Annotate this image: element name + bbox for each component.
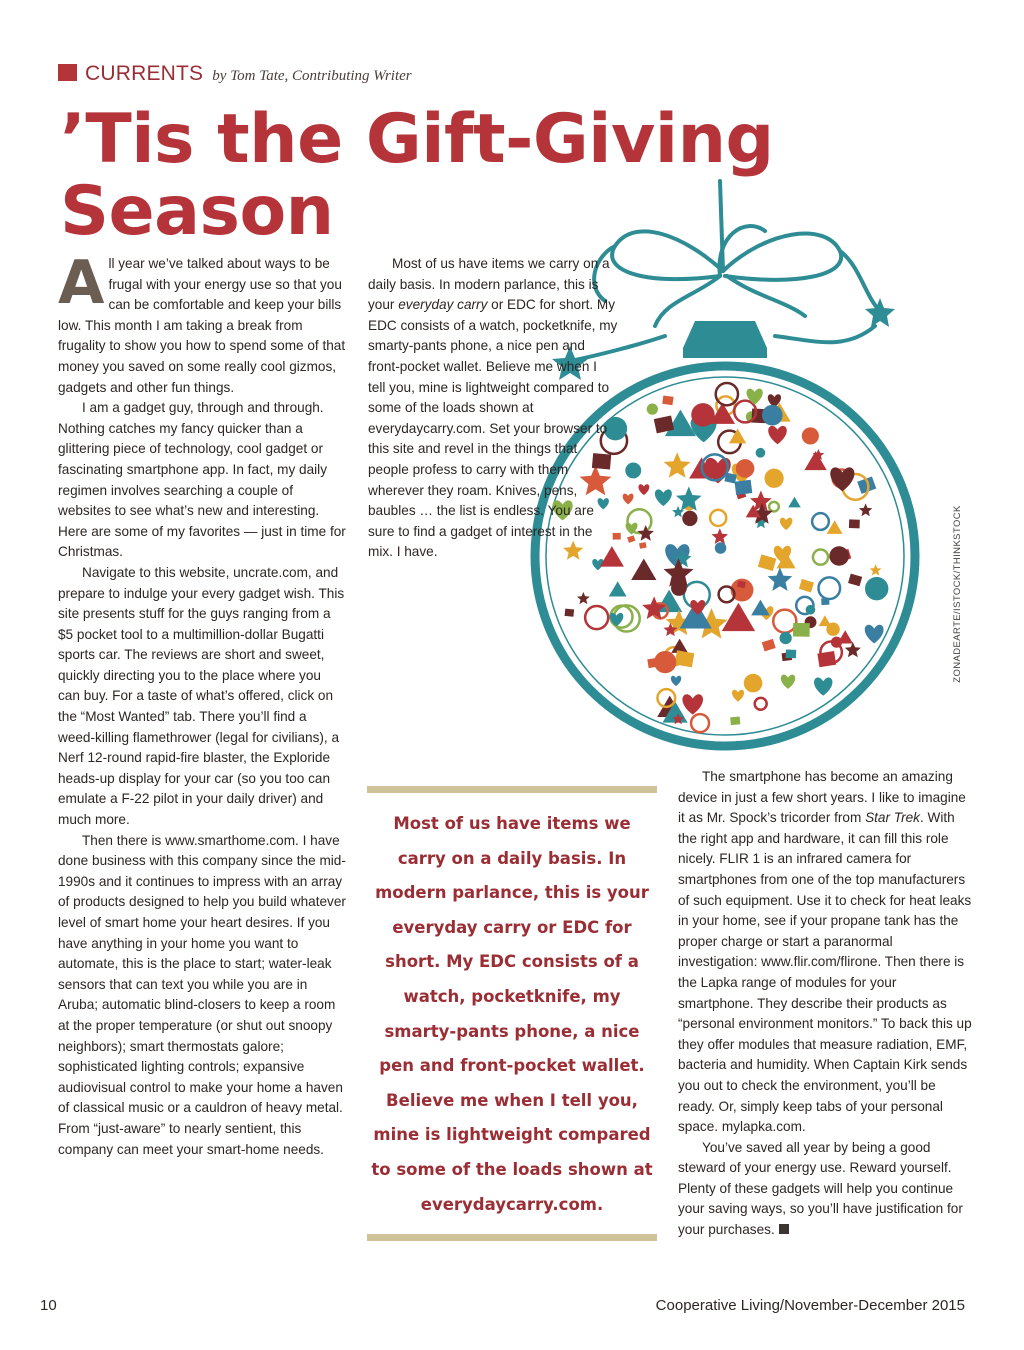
- ornament-decoration-icon: [764, 469, 783, 488]
- drop-cap: A: [58, 248, 105, 318]
- ornament-decoration-icon: [865, 577, 888, 600]
- pull-quote: [367, 786, 657, 1241]
- paragraph: Then there is www.smarthome.com. I have done business with this company since the mid-1990s and it continues to impress with an array of products designed to help you build whatever level of smart home your heart desires. If you have anything in your home you want to automate, this is the place to start; water-leak sensors that can text you while you are in Aruba; automatic blind-closers to keep a room at the proper temperature (or shut out snoopy neighbors); smart thermostats galore; sophisticated lighting controls; expansive audiovisual control to make your home a haven of classical music or a cauldron of heavy metal. From “just-aware” to nearly sentient, this company can meet your smart-home needs.: [58, 832, 346, 1157]
- ornament-decoration-icon: [625, 463, 641, 479]
- paragraph: I am a gadget guy, through and through. Nothing catches my fancy quicker than a glittering piece of technology, cool gadget or fascinating smartphone app. In fact, my daily regimen involves searching a couple of websites to see what’s new and interesting. Here are some of my favorites — just in time for Christmas.: [58, 400, 346, 560]
- end-mark-icon: [779, 1224, 789, 1234]
- ornament-decoration-icon: [849, 519, 860, 528]
- section-name: CURRENTS: [85, 62, 204, 85]
- ornament-decoration-icon: [715, 542, 727, 554]
- ornament-decoration-icon: [691, 403, 714, 426]
- ornament-decoration-icon: [756, 448, 766, 458]
- section-square-icon: [58, 64, 77, 81]
- ornament-decoration-icon: [780, 632, 792, 644]
- article-title: ’Tis the Gift-Giving Season: [60, 100, 774, 251]
- byline: by Tom Tate, Contributing Writer: [212, 68, 412, 84]
- paragraph-closing: You’ve saved all year by being a good steward of your energy use. Reward yourself. Plenty of these gadgets will help you continue your saving ways, so you’ll have justification for your purchases.: [678, 1139, 963, 1238]
- ornament-decoration-icon: [786, 649, 797, 658]
- ornament-decoration-icon: [806, 605, 816, 615]
- ornament-decoration-icon: [826, 622, 839, 635]
- paragraph: Navigate to this website, uncrate.com, and prepare to indulge your every gadget wish. This site presents stuff for the guys ranging from a $5 pocket tool to a multimillion-dollar Bugatti sports car. The reviews are short and sweet, quickly directing you to the place where you can buy. For a taste of what’s offered, click on the “Most Wanted” tab. There you’ll find a weed-killing flamethrower (legal for civilians), a Nerf 12-round rapid-fire blaster, the Exploride heads-up display for your car (so you too can emulate a F-22 pilot in your daily driver) and much more.: [58, 564, 345, 828]
- ornament-decoration-icon: [662, 395, 673, 405]
- ornament-decoration-icon: [802, 427, 819, 444]
- paragraph-edc: Most of us have items we carry on a daily basis. In modern parlance, this is your everyday carry or EDC for short. My EDC consists of a watch, pocketknife, my smarty-pants phone, a nice pen and front-pocket wallet. Believe me when I tell you, mine is lightweight compared to some of the loads shown at everydaycarry.com. Set your browser to this site and revel in the things that people profess to carry with them wherever they roam. Knives, pens, baubles … the list is endless. You are sure to find a gadget of interest in the mix. I have.: [368, 256, 618, 560]
- paragraph-smartphone: The smartphone has become an amazing device in just a few short years. I like to imagine it as Mr. Spock’s tricorder from Star Trek. With the right app and hardware, it can fill this role nicely. FLIR 1 is an infrared camera for smartphones from one of the top manufacturers of such equipment. Use it to check for heat leaks in your home, see if your propane tank has the proper charge or start a paranormal investigation: www.flir.com/flirone. Then there is the Lapka range of modules for your smartphone. They describe their products as “personal environment monitors.” To back this up they offer modules that measure radiation, EMF, bacteria and humidity. When Captain Kirk sends you out to check the environment, you’ll be ready. Or, simply keep tabs of your personal space. mylapka.com.: [678, 769, 972, 1135]
- page-number: 10: [40, 1297, 57, 1314]
- photo-credit: ZONADEARTE/ISTOCK/THINKSTOCK: [952, 505, 963, 683]
- ornament-decoration-icon: [821, 598, 829, 605]
- article-column-1: [58, 248, 346, 1160]
- section-header: [58, 62, 412, 86]
- ornament-decoration-icon: [736, 459, 755, 478]
- ornament-decoration-icon: [675, 650, 695, 667]
- ornament-decoration-icon: [744, 674, 763, 693]
- ornament-decoration-icon: [762, 405, 783, 426]
- ornament-decoration-icon: [565, 609, 575, 617]
- ornament-decoration-icon: [735, 480, 753, 495]
- ornament-decoration-icon: [730, 717, 740, 726]
- publication-footer: Cooperative Living/November-December 2015: [655, 1297, 965, 1314]
- paragraph-intro: All year we’ve talked about ways to be frugal with your energy use so that you can be comfortable and keep your bills low. This month I am taking a break from frugality to show you how to spend some of that money you saved on some really cool gizmos, gadgets and other fun things.: [58, 248, 346, 395]
- ornament-decoration-icon: [654, 651, 676, 673]
- ornament-decoration-icon: [682, 511, 697, 526]
- ornament-decoration-icon: [793, 623, 810, 637]
- article-column-2: [368, 254, 618, 563]
- pull-quote-text: Most of us have items we carry on a daily basis. In modern parlance, this is your everyday carry or EDC for short. My EDC consists of a watch, pocketknife, my smarty-pants phone, a nice pen and front-pocket wallet. Believe me when I tell you, mine is lightweight compared to some of the loads shown at everydaycarry.com.: [371, 814, 653, 1214]
- ornament-decoration-icon: [829, 546, 849, 566]
- ornament-decoration-icon: [647, 403, 658, 414]
- article-column-3: [678, 767, 972, 1241]
